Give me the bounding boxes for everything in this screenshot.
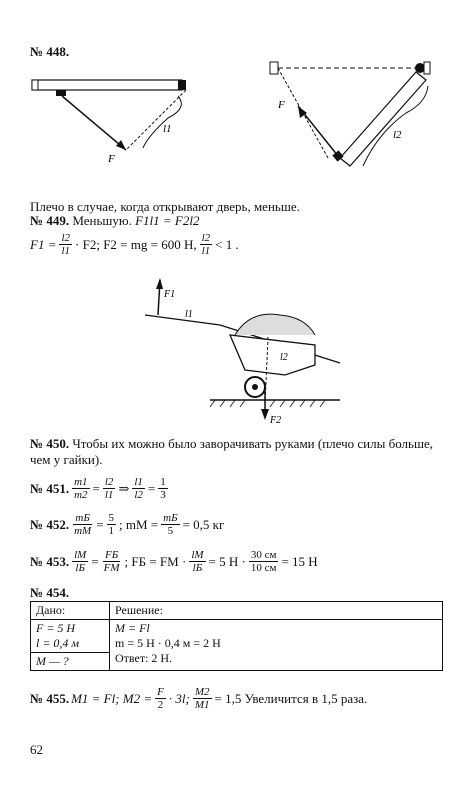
problem-448-label: № 448. (30, 44, 70, 59)
wheelbarrow-f2-label: F2 (270, 415, 282, 425)
problem-449-equation: F1l1 = F2l2 (135, 213, 200, 228)
problem-449-text: Меньшую. (72, 213, 132, 228)
problem-449-label: № 449. (30, 213, 70, 228)
solution-body: M = Fl m = 5 Н · 0,4 м = 2 Н Ответ: 2 Н. (110, 620, 443, 671)
problem-455: № 455. M1 = Fl; M2 = $\frac{F}{2}$ · 3l; $\frac{M2}{M1}$ = 1,5 Увеличится в 1,5 раза. (30, 686, 368, 711)
force-label-left: F (108, 153, 115, 165)
unknown-value: M — ? (31, 653, 110, 671)
problem-454-table (30, 601, 443, 671)
problem-450-line2: чем у гайки). (30, 452, 103, 467)
wheelbarrow-l1-label: l1 (185, 309, 193, 320)
wheelbarrow-l2-label: l2 (280, 352, 288, 363)
door-figure-right (270, 62, 430, 166)
page-number: 62 (30, 742, 43, 757)
given-header: Дано: (31, 602, 110, 620)
arm-label-l2: l2 (393, 129, 402, 141)
door-lever-figures (28, 58, 448, 183)
given-values: F = 5 Н l = 0,4 м (31, 620, 110, 653)
arm-label-l1: l1 (163, 123, 172, 135)
problem-450-label: № 450. (30, 436, 70, 451)
problem-453: № 453. $\frac{lМ}{lБ}$ = $\frac{FБ}{FМ}$ ; FБ = FМ · $\frac{lМ}{lБ}$ = 5 Н · $\frac{30 см}{10 см}$ = 15 Н (30, 549, 318, 574)
wheelbarrow-f1-label: F1 (164, 289, 176, 300)
problem-449-formula: F1 = $\frac{l2}{l1}$ · F2; F2 = mg = 600 Н, $\frac{l2}{l1}$ < 1 . (30, 232, 239, 257)
problem-450-line1: № 450. Чтобы их можно было заворачивать руками (плечо силы больше, (30, 436, 433, 451)
problem-454-label: № 454. (30, 585, 70, 600)
force-label-right: F (278, 99, 285, 111)
problem-449-line (30, 213, 199, 229)
solution-header: Решение: (110, 602, 443, 620)
problem-448-answer: Плечо в случае, когда открывают дверь, меньше. (30, 199, 300, 214)
wheelbarrow-figure (140, 275, 350, 425)
problem-451: № 451. $\frac{m1}{m2}$ = $\frac{l2}{l1}$ ⇒ $\frac{l1}{l2}$ = $\frac{1}{3}$ (30, 476, 166, 501)
problem-452: № 452. $\frac{mБ}{mМ}$ = $\frac{5}{1}$ ; mМ = $\frac{mБ}{5}$ = 0,5 кг (30, 512, 225, 537)
door-figure-left (32, 80, 186, 150)
